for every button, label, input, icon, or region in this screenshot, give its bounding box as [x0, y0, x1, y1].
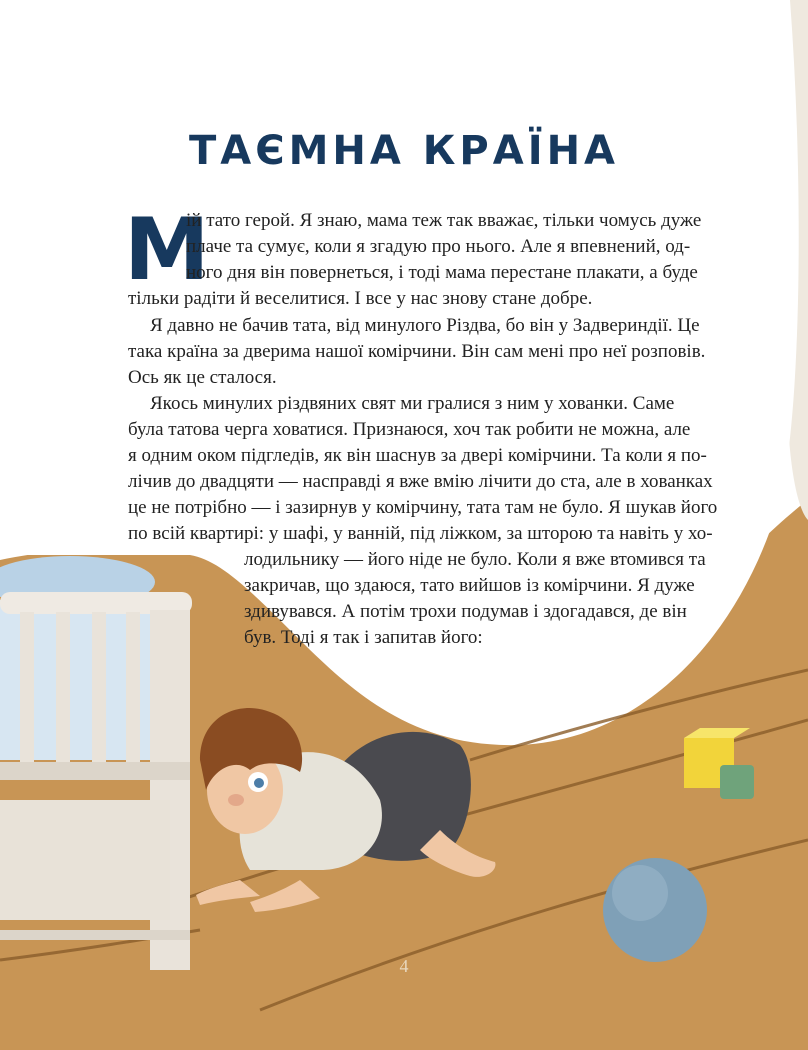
text-line: це не потрібно — і зазирнув у комірчину, тата там не було. Я шукав його — [128, 497, 718, 518]
text-line: така країна за дверима нашої комірчини. Він сам мені про неї розповів. — [128, 341, 706, 362]
ball — [603, 858, 707, 962]
text-line: була татова черга ховатися. Признаюся, хоч так робити не можна, але — [128, 419, 691, 440]
text-line: Я давно не бачив тата, від минулого Різдва, бо він у Задвериндії. Це — [150, 315, 700, 336]
text-line: закричав, що здаюся, тато вийшов із комірчини. Я дуже — [244, 575, 695, 596]
text-line: Якось минулих різдвяних свят ми гралися з ним у хованки. Саме — [150, 393, 675, 414]
text-line: тільки радіти й веселитися. І все у нас знову стане добре. — [128, 288, 593, 309]
page-number: 4 — [399, 956, 409, 976]
text-line: був. Тоді я так і запитав його: — [244, 627, 483, 648]
text-line: Ось як це сталося. — [128, 367, 277, 388]
text-line: лічив до двадцяти — насправді я вже вмію лічити до ста, але в хованках — [128, 471, 713, 492]
page-title: ТАЄМНА КРАЇНА — [188, 128, 620, 174]
drop-cap: М — [124, 200, 210, 300]
text-line: лодильнику — його ніде не було. Коли я вже втомився та — [244, 549, 706, 570]
text-line: плаче та сумує, коли я згадую про нього. Але я впевнений, од- — [186, 236, 691, 257]
text-line: я одним оком підгледів, як він шаснув за двері комірчини. Та коли я по- — [128, 445, 707, 466]
text-line: здивувався. А потім трохи подумав і здогадався, де він — [244, 601, 687, 622]
text-line: по всій квартирі: у шафі, у ванній, під ліжком, за шторою та навіть у хо- — [128, 523, 713, 544]
text-line: ій тато герой. Я знаю, мама теж так вважає, тільки чомусь дуже — [186, 210, 702, 231]
crib — [0, 556, 192, 970]
text-line: ного дня він повернеться, і тоді мама перестане плакати, а буде — [186, 262, 698, 283]
